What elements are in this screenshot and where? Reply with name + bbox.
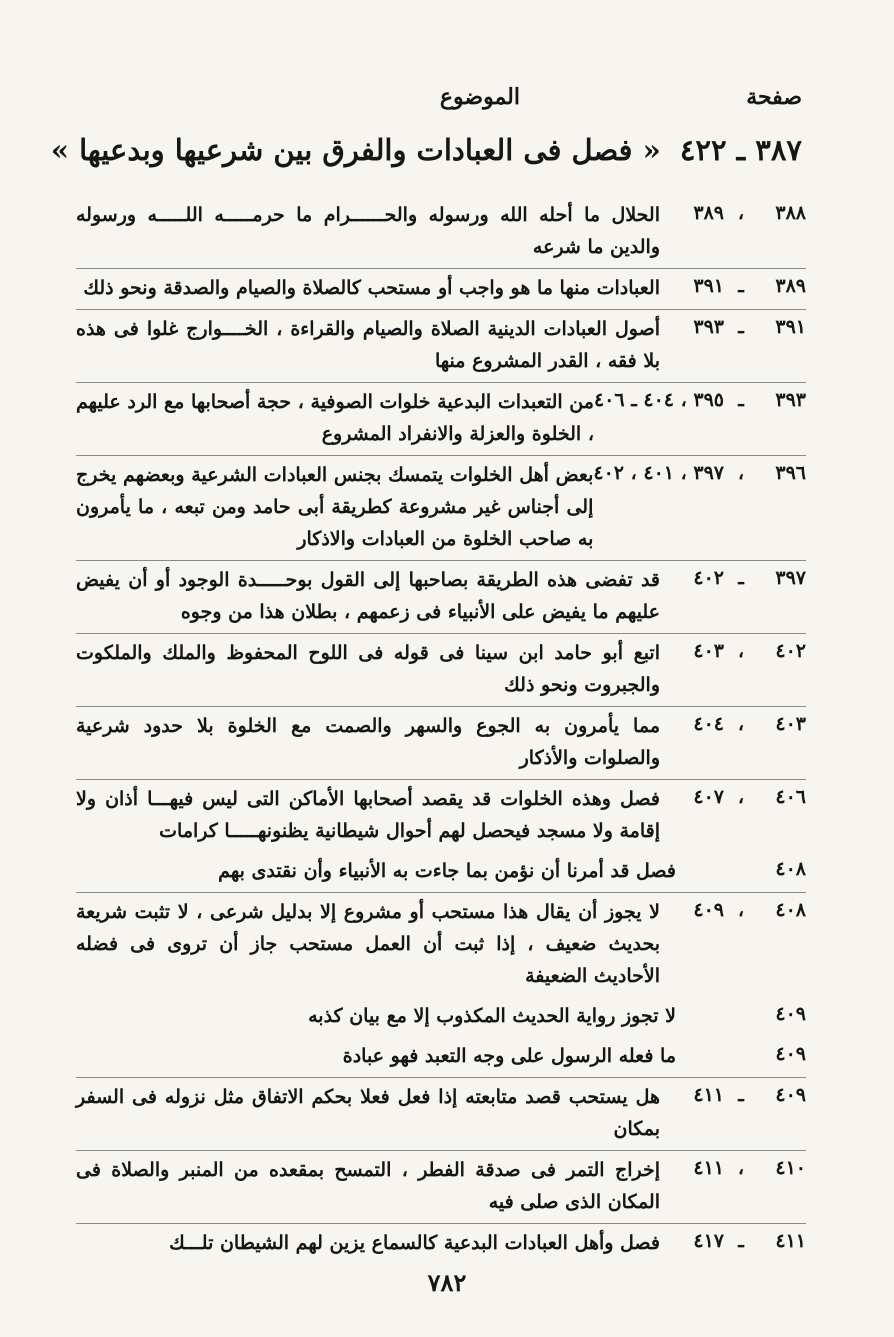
entry-page-separator: ، <box>737 640 745 662</box>
index-entry <box>76 893 806 997</box>
entry-page-refs <box>676 1040 806 1065</box>
index-entry <box>76 269 806 310</box>
entry-page-refs <box>660 564 806 589</box>
section-heading <box>50 133 802 179</box>
entry-page-separator: ، <box>737 1157 745 1179</box>
index-entries <box>76 196 806 1264</box>
entry-topic-text: بعض أهل الخلوات يتمسك بجنس العبادات الشرعية وبعضهم يخرج إلى أجناس غير مشروعة كطريقة أبى حامد ومن تبعه ، ما يأمرون به صاحب الخلوة من العبادات والاذكار <box>76 464 594 550</box>
entry-topic-text: من التعبدات البدعية خلوات الصوفية ، حجة أصحابها مع الرد عليهم ، الخلوة والعزلة والانفراد المشروع <box>76 391 594 445</box>
entry-page-start: ٤٠٢ <box>775 640 806 662</box>
entry-page-end: ٣٩٣ <box>693 316 724 338</box>
entry-page-end: ٤٠٤ <box>693 713 724 735</box>
entry-page-refs <box>660 1081 806 1106</box>
entry-page-start: ٣٨٩ <box>775 275 806 297</box>
entry-page-refs <box>676 1000 806 1025</box>
page-number: ٧٨٢ <box>427 1268 467 1297</box>
entry-page-start: ٤٠٨ <box>775 858 806 880</box>
entry-page-refs <box>660 199 806 224</box>
page-column-header: صفحة <box>746 84 802 110</box>
entry-topic-text: اتبع أبو حامد ابن سينا فى قوله فى اللوح المحفوظ والملك والملكوت والجبروت ونحو ذلك <box>76 642 660 696</box>
entry-topic-text: الحلال ما أحله الله ورسوله والحــــــرام ما حرمـــــه اللـــــه ورسوله والدين ما شرعه <box>76 204 660 258</box>
index-entry <box>76 196 806 269</box>
entry-topic-text: إخراج التمر فى صدقة الفطر ، التمسح بمقعده من المنبر والصلاة فى المكان الذى صلى فيه <box>76 1159 660 1213</box>
entry-topic-text: العبادات منها ما هو واجب أو مستحب كالصلاة والصيام والصدقة ونحو ذلك <box>83 277 660 299</box>
entry-page-separator: ـ <box>738 1084 744 1106</box>
entry-page-end: ٣٨٩ <box>693 202 724 224</box>
index-entry <box>76 852 806 893</box>
entry-page-refs <box>660 1154 806 1179</box>
entry-page-separator: ـ <box>738 316 744 338</box>
entry-page-end: ٣٩١ <box>693 275 724 297</box>
entry-page-start: ٣٩٧ <box>775 567 806 589</box>
entry-page-refs <box>593 459 806 484</box>
column-headers <box>80 84 802 116</box>
entry-page-refs <box>594 386 806 411</box>
entry-page-refs <box>660 637 806 662</box>
entry-page-start: ٣٩٦ <box>775 462 806 484</box>
entry-topic-text: مما يأمرون به الجوع والسهر والصمت مع الخلوة بلا حدود شرعية والصلوات والأذكار <box>76 715 660 769</box>
entry-page-separator: ـ <box>738 275 744 297</box>
entry-page-start: ٤٠٨ <box>775 899 806 921</box>
entry-page-end: ٣٩٥ ، ٤٠٤ ـ ٤٠٦ <box>593 389 724 411</box>
entry-page-start: ٤٠٩ <box>775 1043 806 1065</box>
entry-page-start: ٤٠٩ <box>775 1003 806 1025</box>
index-entry <box>76 780 806 852</box>
entry-topic-text: قد تفضى هذه الطريقة بصاحبها إلى القول بوحـــــدة الوجود أو أن يفيض عليهم ما يفيض على الأنبياء فى زعمهم ، بطلان هذا من وجوه <box>76 569 660 623</box>
entry-page-start: ٤١١ <box>775 1230 806 1252</box>
entry-page-separator: ، <box>737 786 745 808</box>
entry-page-separator: ، <box>737 713 745 735</box>
entry-page-refs <box>660 272 806 297</box>
entry-page-refs <box>660 1227 806 1252</box>
entry-topic-text: فصل وأهل العبادات البدعية كالسماع يزين لهم الشيطان تلـــك <box>169 1232 660 1254</box>
index-entry <box>76 561 806 634</box>
entry-page-separator: ـ <box>738 567 744 589</box>
entry-page-end: ٤٠٣ <box>693 640 724 662</box>
entry-page-separator: ، <box>737 899 745 921</box>
index-entry <box>76 1224 806 1264</box>
entry-page-separator: ـ <box>738 389 744 411</box>
entry-page-refs <box>660 710 806 735</box>
index-entry <box>76 634 806 707</box>
entry-topic-text: أصول العبادات الدينية الصلاة والصيام والقراءة ، الخــــوارج غلوا فى هذه بلا فقه ، القدر المشروع منها <box>76 318 660 372</box>
entry-topic-text: ما فعله الرسول على وجه التعبد فهو عبادة <box>342 1045 676 1067</box>
entry-topic-text: هل يستحب قصد متابعته إذا فعل فعلا بحكم الاتفاق مثل نزوله فى السفر بمكان <box>76 1086 660 1140</box>
entry-page-start: ٣٩٣ <box>775 389 806 411</box>
entry-page-end: ٤١١ <box>693 1084 724 1106</box>
index-entry <box>76 997 806 1037</box>
index-entry <box>76 456 806 561</box>
entry-page-end: ٤١٧ <box>693 1230 724 1252</box>
topic-column-header: الموضوع <box>439 84 520 110</box>
entry-page-refs <box>660 783 806 808</box>
section-page-range: ٣٨٧ ـ ٤٢٢ <box>679 133 802 167</box>
index-entry <box>76 1037 806 1078</box>
entry-page-start: ٤٠٩ <box>775 1084 806 1106</box>
index-entry <box>76 310 806 383</box>
entry-page-start: ٤٠٣ <box>775 713 806 735</box>
entry-topic-text: لا يجوز أن يقال هذا مستحب أو مشروع إلا بدليل شرعى ، لا تثبت شريعة بحديث ضعيف ، إذا ثبت أن العمل مستحب جاز أن تروى فى فضله الأحاديث الضعيفة <box>76 901 660 987</box>
index-entry <box>76 1078 806 1151</box>
entry-page-refs <box>676 855 806 880</box>
entry-page-end: ٤١١ <box>693 1157 724 1179</box>
entry-page-refs <box>660 313 806 338</box>
entry-page-end: ٤٠٩ <box>693 899 724 921</box>
entry-page-end: ٣٩٧ ، ٤٠١ ، ٤٠٢ <box>593 462 724 484</box>
index-entry <box>76 707 806 780</box>
entry-page-separator: ، <box>737 202 745 224</box>
entry-topic-text: لا تجوز رواية الحديث المكذوب إلا مع بيان كذبه <box>308 1005 676 1027</box>
index-entry <box>76 383 806 456</box>
section-title: « فصل فى العبادات والفرق بين شرعيها وبدعيها » <box>50 133 661 167</box>
entry-page-start: ٣٩١ <box>775 316 806 338</box>
entry-page-separator: ـ <box>738 1230 744 1252</box>
entry-page-refs <box>660 896 806 921</box>
entry-topic-text: فصل قد أمرنا أن نؤمن بما جاءت به الأنبياء وأن نقتدى بهم <box>218 860 676 882</box>
entry-page-start: ٤٠٦ <box>775 786 806 808</box>
entry-page-separator: ، <box>737 462 745 484</box>
entry-page-end: ٤٠٧ <box>693 786 724 808</box>
index-entry <box>76 1151 806 1224</box>
entry-topic-text: فصل وهذه الخلوات قد يقصد أصحابها الأماكن التى ليس فيهـــا أذان ولا إقامة ولا مسجد فيحصل لهم أحوال شيطانية يظنونهـــــا كرامات <box>76 788 660 842</box>
entry-page-end: ٤٠٢ <box>693 567 724 589</box>
entry-page-start: ٤١٠ <box>775 1157 806 1179</box>
entry-page-start: ٣٨٨ <box>775 202 806 224</box>
